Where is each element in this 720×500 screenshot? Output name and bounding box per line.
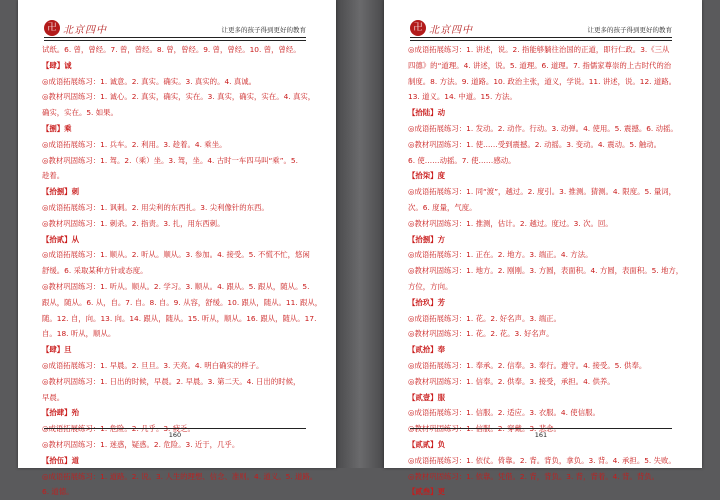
header-rule	[44, 37, 306, 38]
book-gutter	[336, 0, 384, 468]
exercise-answer-line: ◎成语拓展练习：1. 信服。2. 适应。3. 衣服。4. 使信服。	[408, 408, 600, 418]
exercise-answer-line: ◎教材巩固练习：1. 刺杀。2. 指责。3. 扎，用东西刺。	[42, 218, 225, 228]
section-heading: 【捌】乘	[42, 123, 72, 133]
exercise-answer-line: ◎成语拓展练习：1. 顺从。2. 听从。顺从。3. 参加。4. 接受。5. 不慌不忙，悠闲	[42, 250, 310, 260]
exercise-answer-line: ◎成语拓展练习：1. 道路。2. 说。3. 人生的理想、信念、准则。4. 道义。5. 道路。	[42, 471, 318, 481]
answer-continuation-line: 6. 道德。	[42, 487, 74, 497]
exercise-answer-line: ◎成语拓展练习：1. 花。2. 好名声。3. 端正。	[408, 313, 561, 323]
right-page	[384, 0, 702, 497]
section-heading: 【拾捌】刺	[42, 187, 79, 197]
exercise-answer-line: ◎教材巩固练习：1. 听从。顺从。2. 学习。3. 顺从。4. 跟从。5. 跟从，随从。5.	[42, 281, 310, 291]
exercise-answer-line: ◎成语拓展练习：1. 发动。2. 动作。行动。3. 动弹。4. 使用。5. 震撼。6. 动摇。	[408, 123, 678, 133]
section-heading: 【肆】诚	[42, 60, 72, 70]
section-heading: 【拾陆】动	[408, 108, 445, 118]
answer-continuation-line: 13. 道义。14. 中道。15. 方法。	[408, 92, 517, 102]
logo-text: 北京四中	[429, 24, 473, 36]
exercise-answer-line: ◎成语拓展练习：1. 兵车。2. 利用。3. 趁着。4. 乘坐。	[42, 139, 227, 149]
footer-rule	[44, 428, 306, 429]
left-page	[18, 0, 336, 497]
exercise-answer-line: ◎成语拓展练习：1. 讽刺。2. 用尖利的东西扎。3. 尖利像针的东西。	[42, 202, 269, 212]
header-motto: 让更多的孩子得到更好的教育	[587, 26, 672, 34]
page-footer	[410, 428, 672, 439]
section-heading: 【肆】旦	[42, 345, 72, 355]
answer-continuation-line: 早晨。	[42, 392, 65, 402]
answer-continuation-line: 制度。8. 方法。9. 道路。10. 政治主张，道义，学说。11. 讲述，说。12. 道路。	[408, 76, 677, 86]
header-rule-thin	[44, 40, 306, 41]
footer-rule	[410, 428, 672, 429]
section-heading: 【贰拾】奉	[408, 345, 445, 355]
header-rule	[410, 37, 672, 38]
exercise-answer-line: ◎教材巩固练习：1. 日出的时候，早晨。2. 早晨。3. 第二天。4. 日出的时候，	[42, 376, 301, 386]
header-rule-thin	[410, 40, 672, 41]
seal-icon: 卍	[410, 20, 426, 36]
exercise-answer-line: ◎成语拓展练习：1. 危险。2. 几乎。3. 疲乏。	[42, 424, 195, 434]
header-motto: 让更多的孩子得到更好的教育	[221, 26, 306, 34]
exercise-answer-line: ◎成语拓展练习：1. 讲述，说。2. 指能够躺往治国的正道，即行仁政。3.《三从	[408, 45, 670, 54]
answer-continuation-line: 6. 使……动摇。7. 使……感动。	[408, 155, 516, 165]
section-heading: 【拾伍】道	[42, 455, 79, 465]
exercise-answer-line: ◎教材巩固练习：1. 依靠。凭借。2. 背，背负。3. 背，背着。4. 背。背负。	[408, 471, 659, 481]
section-heading: 【拾玖】芳	[408, 297, 445, 307]
answer-continuation-line: 四德》的“道理。4. 讲述，说。5. 道理。6. 道理。7. 指儒家尊崇的上古时代的治	[408, 60, 672, 70]
answer-continuation-line: 确实，实在。5. 如果。	[42, 108, 118, 118]
exercise-answer-line: ◎成语拓展练习：1. 同“渡”，越过。2. 度引。3. 推测。猜测。4. 限度。5. 量词，	[408, 187, 677, 197]
section-heading: 【拾柒】度	[408, 171, 445, 181]
logo-text: 北京四中	[63, 24, 107, 36]
answer-continuation-line: 跟从，随从。6. 从，自。7. 自。8. 自。9. 从容，舒缓。10. 跟从，随从。11. 跟从，	[42, 297, 323, 307]
school-logo	[44, 18, 107, 38]
page-header	[44, 18, 306, 38]
exercise-answer-line: ◎教材巩固练习：1. 花。2. 花。3. 好名声。	[408, 329, 554, 339]
page-footer	[44, 428, 306, 439]
section-heading: 【拾贰】从	[42, 234, 79, 244]
answer-continuation-line: 舒缓。6. 采取某种方针或态度。	[42, 266, 148, 276]
exercise-answer-line: ◎成语拓展练习：1. 正在。2. 地方。3. 端正。4. 方法。	[408, 250, 593, 260]
answer-continuation-line: 趁着。	[42, 171, 65, 181]
school-logo	[410, 18, 473, 38]
exercise-answer-line: ◎成语拓展练习：1. 诚意。2. 真实。确实。3. 真实的。4. 真诚。	[42, 76, 257, 86]
page-number: 161	[534, 431, 548, 439]
exercise-answer-line: ◎成语拓展练习：1. 奉承。2. 信奉。3. 奉行。遵守。4. 接受。5. 供奉。	[408, 360, 647, 370]
section-heading: 【拾捌】方	[408, 234, 445, 244]
answer-continuation-line: 次。6. 度量，气度。	[408, 202, 477, 212]
exercise-answer-line: ◎教材巩固练习：1. 驾。2.（乘）坐。3. 驾，坐。4. 古时一车四马叫“乘”。5.	[42, 155, 298, 165]
section-heading: 【拾肆】殆	[42, 408, 79, 418]
seal-icon: 卍	[44, 20, 60, 36]
exercise-answer-line: ◎教材巩固练习：1. 信奉。2. 供奉。3. 接受，承担。4. 供养。	[408, 376, 615, 386]
exercise-answer-line: ◎教材巩固练习：1. 信服。2. 穿戴。3. 悲念。	[408, 424, 561, 434]
exercise-answer-line: ◎教材巩固练习：1. 迷惑，疑惑。2. 危险。3. 近于，几乎。	[42, 439, 240, 449]
exercise-answer-line: ◎教材巩固练习：1. 地方。2. 刚刚。3. 方圆，表面积。4. 方圆，表面积。5. 地方，	[408, 266, 684, 276]
exercise-answer-line: ◎教材巩固练习：1. 推测，估计。2. 越过。度过。3. 次。回。	[408, 218, 613, 228]
answer-continuation-line: 方位，方向。	[408, 281, 453, 291]
page-header	[410, 18, 672, 38]
answer-continuation-line: 随。12. 自，向。13. 向。14. 跟从，随从。15. 听从，顺从。16. 跟从，随从。17.	[42, 313, 317, 323]
answer-continuation-line: 试纸。6. 曾，曾经。7. 曾，曾经。8. 曾，曾经。9. 曾，曾经。10. 曾，曾经。	[42, 45, 301, 54]
exercise-answer-line: ◎教材巩固练习：1. 诚心。2. 真实，确实，实在。3. 真实，确实，实在。4. 真实，	[42, 92, 316, 102]
section-heading: 【贰叁】更	[408, 487, 445, 497]
exercise-answer-line: ◎成语拓展练习：1. 依仗。倚靠。2. 背。背负，拿负。3. 背。4. 承担。5. 失败。	[408, 455, 676, 465]
page-number: 160	[168, 431, 182, 439]
exercise-answer-line: ◎教材巩固练习：1. 使……受到震撼。2. 动摇。3. 变动。4. 震动。5. 触动。	[408, 139, 662, 149]
exercise-answer-line: ◎成语拓展练习：1. 早晨。2. 旦旦。3. 天亮。4. 明白确实的样子。	[42, 360, 264, 370]
section-heading: 【贰壹】服	[408, 392, 445, 402]
section-heading: 【贰贰】负	[408, 439, 445, 449]
answer-continuation-line: 自。18. 听从，顺从。	[42, 329, 116, 339]
